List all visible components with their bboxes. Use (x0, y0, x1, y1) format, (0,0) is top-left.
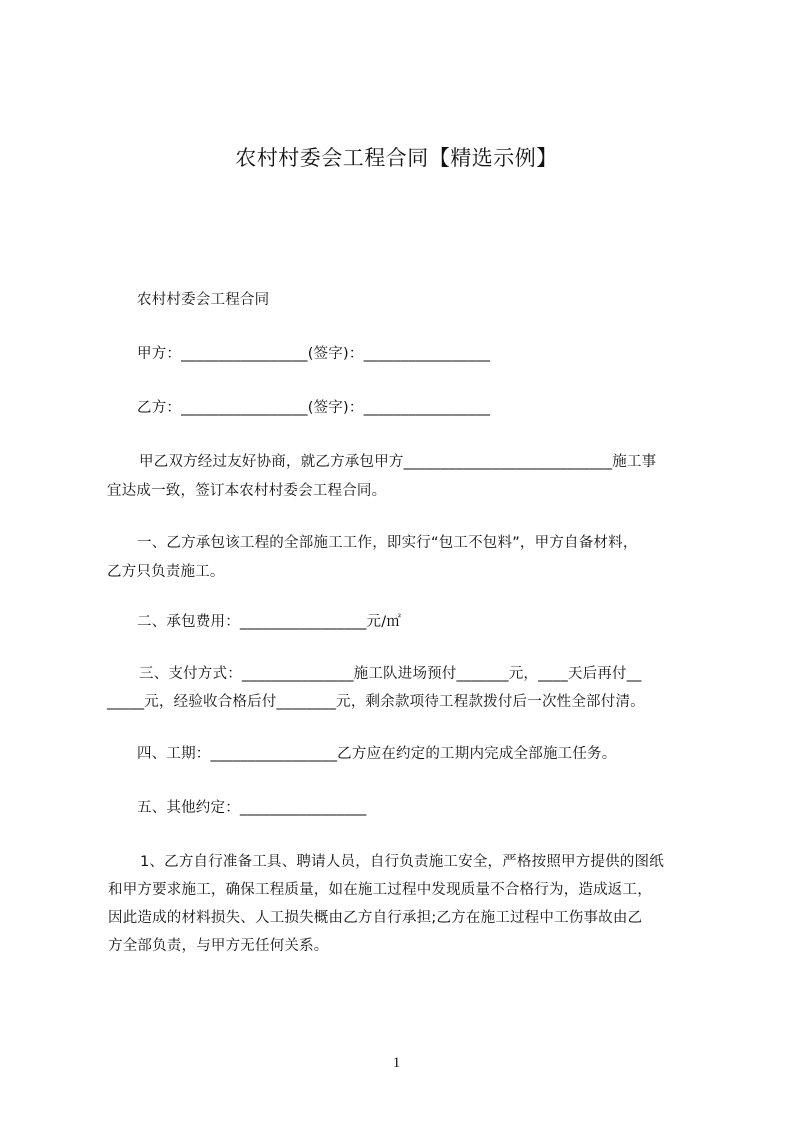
clause-4-line: 四、工期：_________________乙方应在约定的工期内完成全部施工任务。 (137, 746, 617, 762)
intro-line-1: 甲乙双方经过友好协商，就乙方承包甲方____________________________施工事 (139, 454, 657, 470)
item-1-line-4: 方全部负责，与甲方无任何关系。 (108, 938, 329, 954)
clause-1-line-1: 一、乙方承包该工程的全部施工工作，即实行“包工不包料”，甲方自备材料， (137, 535, 638, 551)
contract-heading: 农村村委会工程合同 (137, 292, 270, 308)
clause-1-line-2: 乙方只负责施工。 (107, 564, 225, 580)
party-b-line: 乙方：_________________(签字)：_________________ (137, 400, 491, 416)
item-1-line-1: 1、乙方自行准备工具、聘请人员，自行负责施工安全，严格按照甲方提供的图纸 (140, 854, 664, 870)
item-1-line-3: 因此造成的材料损失、人工损失概由乙方自行承担;乙方在施工过程中工伤事故由乙 (108, 910, 643, 926)
document-title: 农村村委会工程合同【精选示例】 (235, 146, 558, 170)
clause-3-line-2: _____元，经验收合格后付________元，剩余款项待工程款拨付后一次性全部付清。 (107, 694, 645, 710)
party-a-line: 甲方：_________________(签字)：_________________ (137, 346, 491, 362)
clause-5-line: 五、其他约定：_________________ (137, 800, 367, 816)
clause-2-line: 二、承包费用：_________________元/㎡ (137, 614, 402, 630)
intro-line-2: 宜达成一致，签订本农村村委会工程合同。 (107, 483, 387, 499)
item-1-line-2: 和甲方要求施工，确保工程质量，如在施工过程中发现质量不合格行为，造成返工， (108, 882, 652, 898)
page-number: 1 (392, 1055, 401, 1071)
clause-3-line-1: 三、支付方式：_______________施工队进场预付_______元，____天后再付__ (139, 666, 642, 682)
